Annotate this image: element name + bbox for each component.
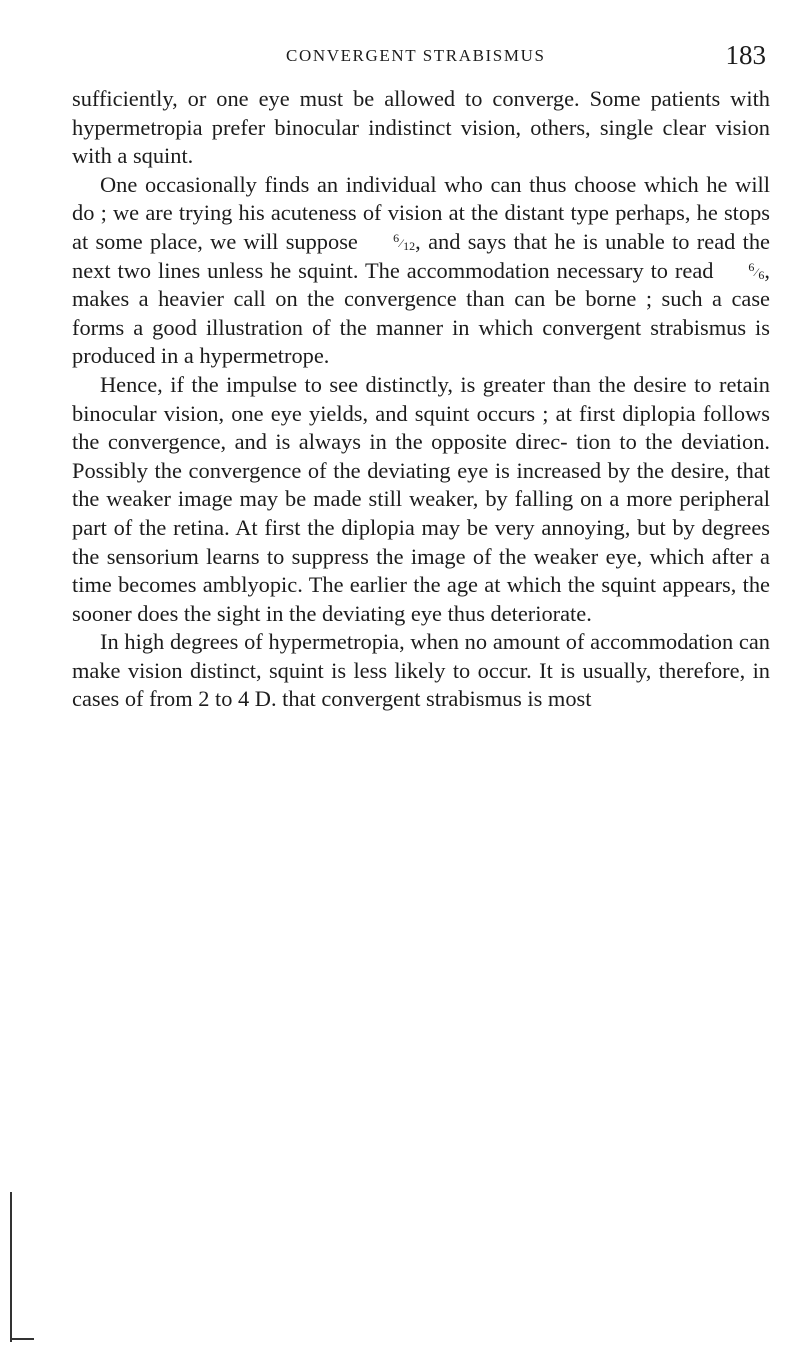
fraction-six-twelfths: 6⁄12 [393, 230, 416, 253]
paragraph-3: Hence, if the impulse to see distinctly, is greater than the desire to retain binocular vision, one eye yields, and squint occurs ; at first diplopia follows the convergence, and is always in the opposite direc- tion to the deviation. Possibly the convergence of the deviating eye is increased by the desire, that the weaker image may be made still weaker, by falling on a more peripheral part of the retina. At first the diplopia may be very annoying, but by degrees the sensorium learns to suppress the image of the weaker eye, which after a time becomes amblyopic. The earlier the age at which the squint appears, the sooner does the sight in the deviating eye thus deteriorate. [72, 371, 770, 626]
body-text [72, 85, 770, 714]
paragraph-2 [72, 171, 770, 371]
page-edge-rule-vertical [10, 1192, 12, 1342]
running-title: CONVERGENT STRABISMUS [286, 46, 546, 65]
fraction-numerator: 6 [393, 230, 400, 245]
fraction-denominator: 6 [758, 267, 765, 282]
fraction-denominator: 12 [403, 238, 416, 253]
paragraph-4: In high degrees of hypermetropia, when no amount of accommodation can make vision distinct, squint is less likely to occur. It is usually, therefore, in cases of from 2 to 4 D. that convergent strabismus is most [72, 629, 770, 712]
running-head [286, 40, 766, 74]
page-number: 183 [725, 40, 766, 70]
paragraph-2-part-c: , makes a heavier call on the convergence than can be borne ; such a case forms a good illustration of the manner in which convergent strabismus is produced in a hypermetrope. [72, 257, 770, 369]
paragraph-2-part-b: , and says that he is unable to read the next two lines unless he squint. The accommodation necessary to read [72, 228, 770, 283]
paragraph-1: sufficiently, or one eye must be allowed to converge. Some patients with hypermetropia prefer binocular indistinct vision, others, single clear vision with a squint. [72, 86, 770, 169]
paragraph-2-part-a: One occasionally finds an individual who can thus choose which he will do ; we are trying his acuteness of vision at the distant type perhaps, he stops at some place, we will suppose [72, 171, 770, 254]
fraction-numerator: 6 [748, 259, 755, 274]
fraction-six-sixths: 6⁄6 [748, 259, 765, 282]
page-edge-rule-horizontal [10, 1338, 34, 1340]
